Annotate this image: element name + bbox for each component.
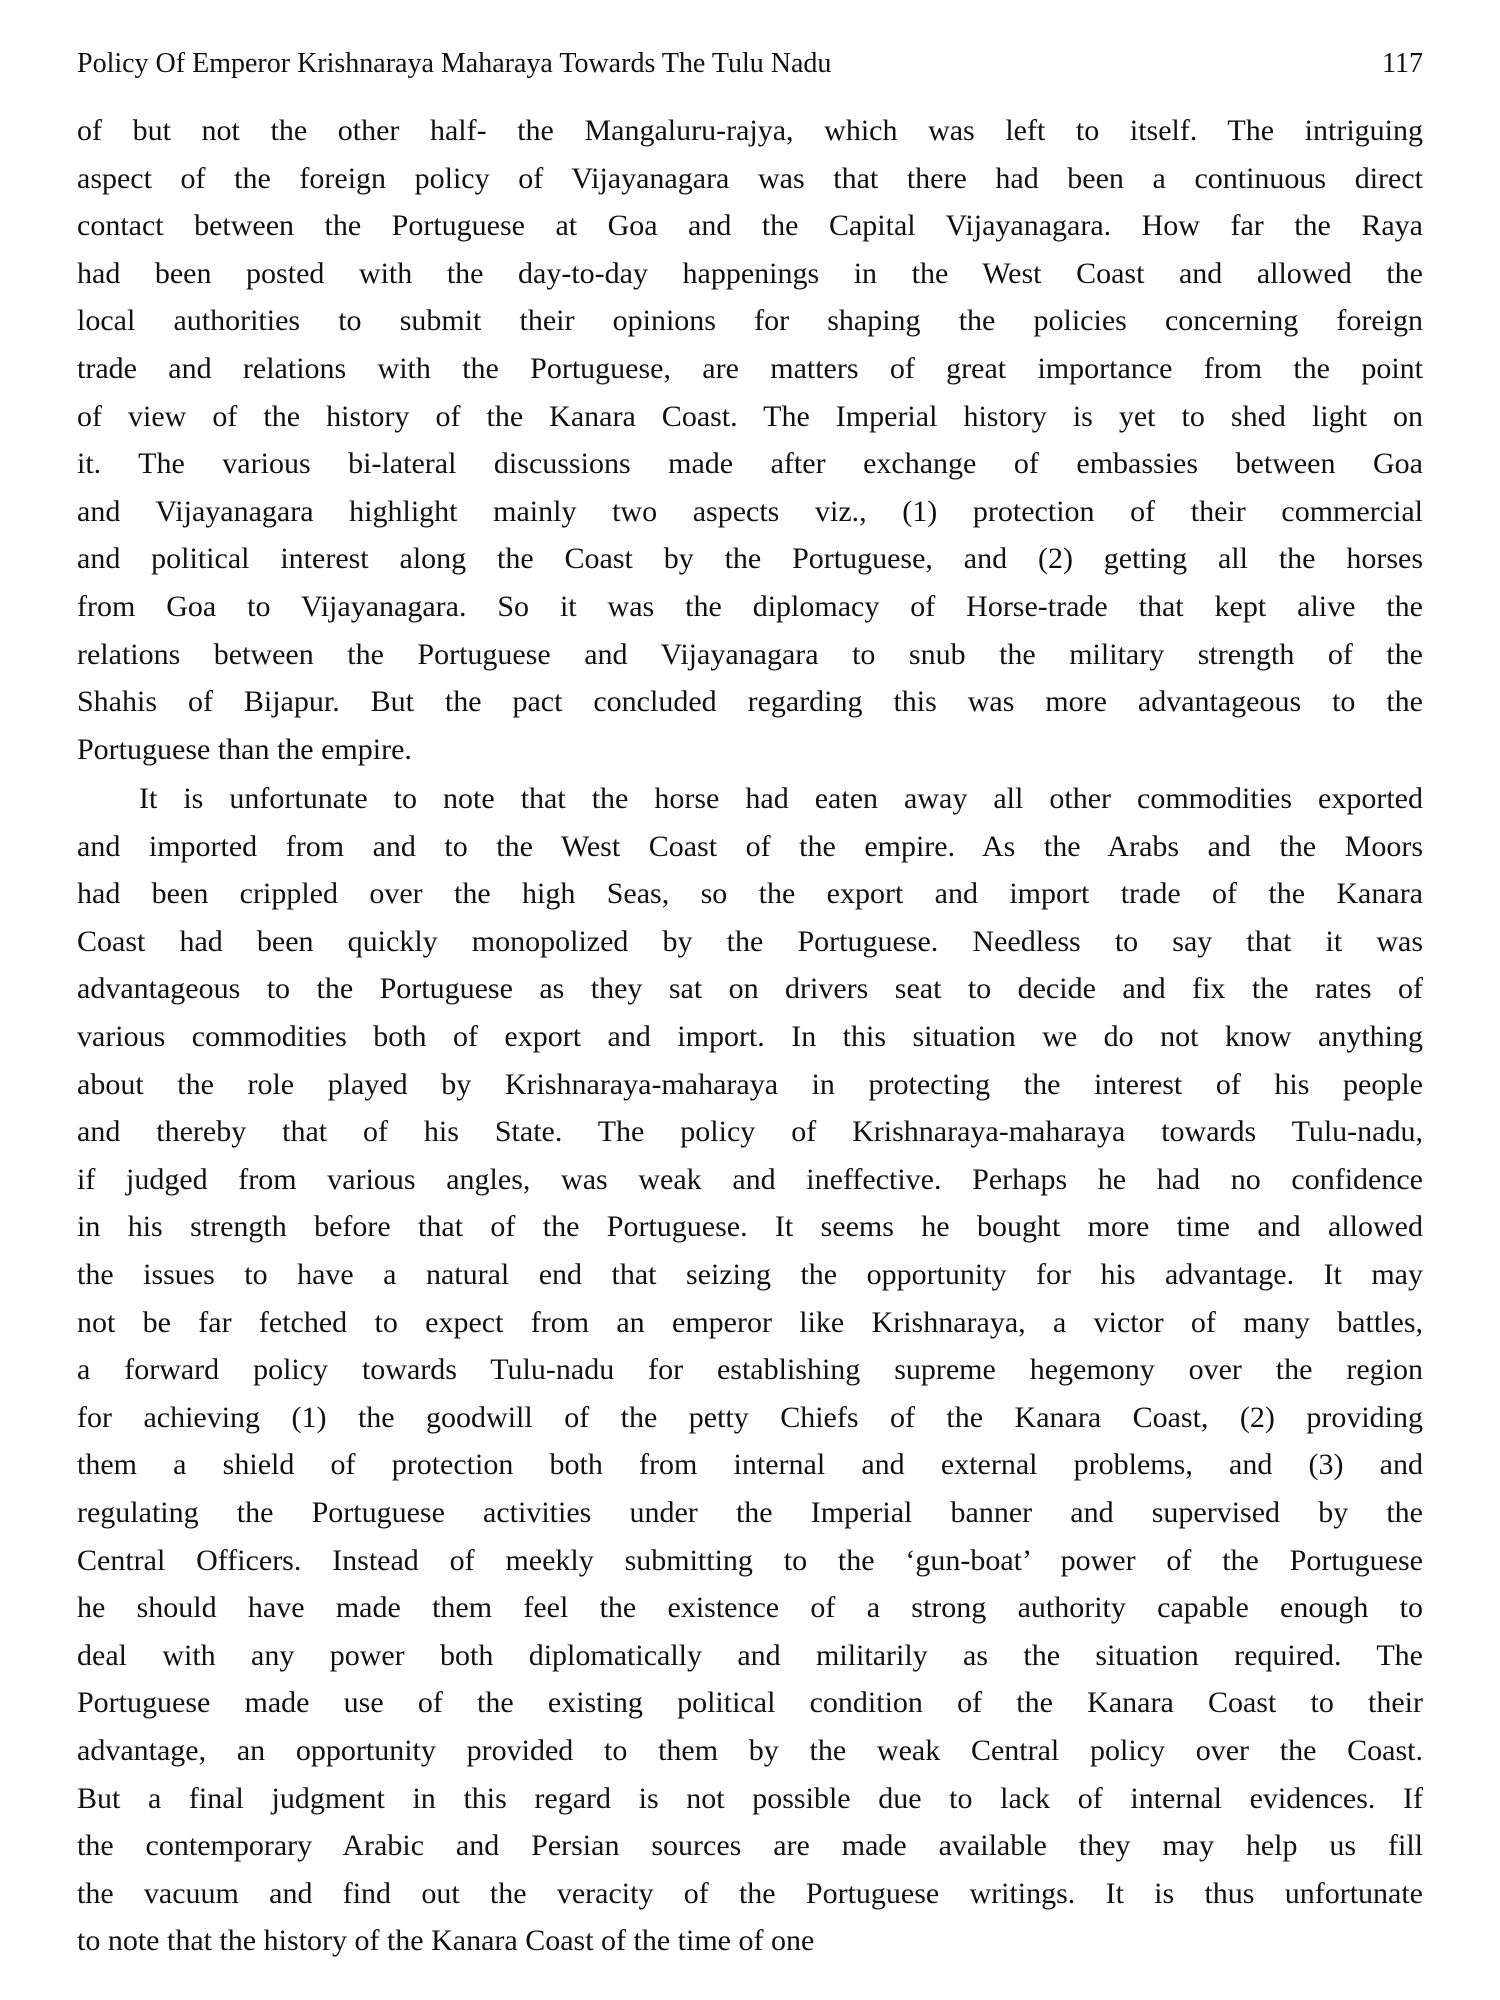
text-line: the vacuum and find out the veracity of the Portuguese writings. It is thus unfortunate <box>77 1876 1423 1910</box>
text-line: the issues to have a natural end that seizing the opportunity for his advantage. It may <box>77 1258 1423 1291</box>
text-line: a forward policy towards Tulu-nadu for establishing supreme hegemony over the region <box>77 1353 1423 1387</box>
text-line: and political interest along the Coast by the Portuguese, and (2) getting all the horses <box>77 542 1423 576</box>
text-line: in his strength before that of the Portuguese. It seems he bought more time and allowed <box>77 1210 1423 1244</box>
text-line: Shahis of Bijapur. But the pact concluded regarding this was more advantageous to the <box>77 685 1423 719</box>
text-line: Coast had been quickly monopolized by the Portuguese. Needless to say that it was <box>77 924 1423 958</box>
text-line: from Goa to Vijayanagara. So it was the diplomacy of Horse-trade that kept alive the <box>77 590 1423 623</box>
text-line: not be far fetched to expect from an emperor like Krishnaraya, a victor of many battles, <box>77 1305 1423 1339</box>
text-line: Central Officers. Instead of meekly submitting to the ‘gun-boat’ power of the Portuguese <box>77 1543 1423 1577</box>
text-line: relations between the Portuguese and Vijayanagara to snub the military strength of the <box>77 637 1423 671</box>
text-line: Portuguese than the empire. <box>77 732 412 766</box>
text-line: had been posted with the day-to-day happenings in the West Coast and allowed the <box>77 256 1423 290</box>
text-line: them a shield of protection both from internal and external problems, and (3) and <box>77 1448 1423 1482</box>
text-line: contact between the Portuguese at Goa and the Capital Vijayanagara. How far the Raya <box>77 209 1423 243</box>
text-line: about the role played by Krishnaraya-maharaya in protecting the interest of his people <box>77 1067 1423 1101</box>
text-line: advantage, an opportunity provided to them by the weak Central policy over the Coast. <box>77 1734 1423 1767</box>
text-line: and imported from and to the West Coast of the empire. As the Arabs and the Moors <box>77 829 1423 863</box>
text-line: it. The various bi-lateral discussions made after exchange of embassies between Goa <box>77 447 1423 481</box>
text-line: the contemporary Arabic and Persian sources are made available they may help us fill <box>77 1829 1423 1863</box>
text-line: of but not the other half- the Mangaluru-rajya, which was left to itself. The intriguing <box>77 114 1423 147</box>
text-line: to note that the history of the Kanara Coast of the time of one <box>77 1924 815 1958</box>
text-line: had been crippled over the high Seas, so the export and import trade of the Kanara <box>77 877 1423 911</box>
text-line: deal with any power both diplomatically and militarily as the situation required. The <box>77 1638 1423 1672</box>
text-line: local authorities to submit their opinions for shaping the policies concerning foreign <box>77 304 1423 338</box>
text-line: But a final judgment in this regard is not possible due to lack of internal evidences. If <box>77 1781 1423 1815</box>
text-line: he should have made them feel the existence of a strong authority capable enough to <box>77 1591 1423 1625</box>
text-line: trade and relations with the Portuguese, are matters of great importance from the point <box>77 352 1423 385</box>
text-line: It is unfortunate to note that the horse had eaten away all other commodities exported <box>139 782 1423 815</box>
text-line: and thereby that of his State. The policy of Krishnaraya-maharaya towards Tulu-nadu, <box>77 1115 1423 1149</box>
text-line: if judged from various angles, was weak and ineffective. Perhaps he had no confidence <box>77 1162 1423 1196</box>
running-head: Policy Of Emperor Krishnaraya Maharaya Towards The Tulu Nadu <box>77 48 832 79</box>
text-line: various commodities both of export and import. In this situation we do not know anything <box>77 1020 1423 1053</box>
text-line: for achieving (1) the goodwill of the petty Chiefs of the Kanara Coast, (2) providing <box>77 1400 1423 1434</box>
text-line: of view of the history of the Kanara Coast. The Imperial history is yet to shed light on <box>77 399 1423 433</box>
text-line: regulating the Portuguese activities under the Imperial banner and supervised by the <box>77 1496 1423 1529</box>
page-number: 117 <box>1382 48 1423 79</box>
text-line: and Vijayanagara highlight mainly two aspects viz., (1) protection of their commercial <box>77 494 1423 528</box>
text-line: advantageous to the Portuguese as they sat on drivers seat to decide and fix the rates of <box>77 972 1423 1006</box>
text-line: aspect of the foreign policy of Vijayanagara was that there had been a continuous direct <box>77 161 1423 195</box>
text-line: Portuguese made use of the existing political condition of the Kanara Coast to their <box>77 1686 1423 1720</box>
